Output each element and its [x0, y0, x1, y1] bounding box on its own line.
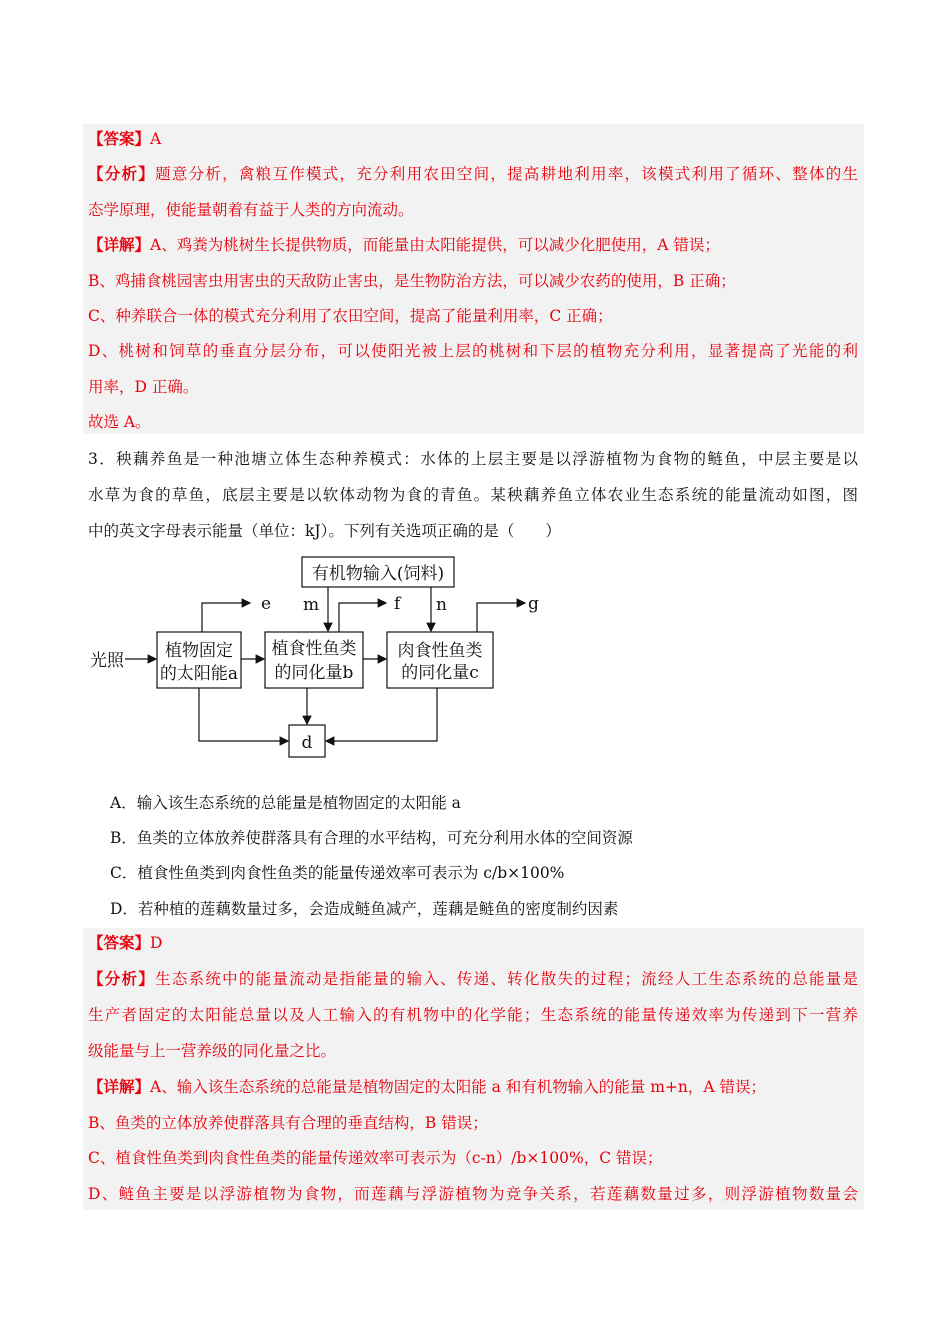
n-label: n — [436, 595, 447, 615]
answer-line-1 — [88, 129, 161, 149]
analysis-2-line-2: 生产者固定的太阳能总量以及人工输入的有机物中的化学能；生态系统的能量传递效率为传递到下一营养 — [88, 1006, 858, 1024]
detail-tag: 【详解】 — [88, 235, 151, 254]
analysis-tag: 【分析】 — [88, 164, 156, 183]
detail-line-5: 用率，D 正确。 — [88, 378, 199, 396]
option-a: A．输入该生态系统的总能量是植物固定的太阳能 a — [110, 794, 461, 812]
analysis-2-tag: 【分析】 — [88, 969, 156, 988]
answer-2-line — [88, 933, 162, 953]
analysis-line-1 — [88, 164, 858, 184]
detail-2-tag: 【详解】 — [88, 1077, 151, 1096]
question-3-line-2: 水草为食的草鱼，底层主要是以软体动物为食的青鱼。某秧藕养鱼立体农业生态系统的能量流动如图，图 — [88, 486, 858, 504]
energy-flow-diagram — [85, 552, 555, 762]
detail-2-line-3: C、植食性鱼类到肉食性鱼类的能量传递效率可表示为（c-n）/b×100%，C 错误； — [88, 1149, 663, 1167]
detail-text: A、鸡粪为桃树生长提供物质，而能量由太阳能提供，可以减少化肥使用，A 错误； — [150, 236, 720, 254]
option-c: C．植食性鱼类到肉食性鱼类的能量传递效率可表示为 c/b×100% — [110, 864, 565, 882]
d-label: d — [301, 733, 313, 753]
answer-tag: 【答案】 — [88, 129, 151, 148]
detail-line-2: B、鸡捕食桃园害虫用害虫的天敌防止害虫，是生物防治方法，可以减少农药的使用，B 正确； — [88, 272, 736, 290]
g-label: g — [528, 594, 539, 614]
answer-2-tag: 【答案】 — [88, 933, 151, 952]
detail-2-line-2: B、鱼类的立体放养使群落具有合理的垂直结构，B 错误； — [88, 1114, 488, 1132]
plant-label-1: 植物固定 — [165, 641, 233, 661]
g-arrow — [477, 603, 525, 632]
plant-to-d-arrow — [199, 688, 288, 741]
detail-2-text: A、输入该生态系统的总能量是植物固定的太阳能 a 和有机物输入的能量 m+n，A 错误； — [150, 1078, 767, 1096]
detail-line-3: C、种养联合一体的模式充分利用了农田空间，提高了能量利用率，C 正确； — [88, 307, 613, 325]
light-label: 光照 — [90, 651, 124, 671]
f-label: f — [394, 594, 401, 614]
analysis-2-text: 生态系统中的能量流动是指能量的输入、传递、转化散失的过程；流经人工生态系统的总能量是 — [155, 970, 858, 988]
m-label: m — [303, 595, 320, 615]
feed-input-label: 有机物输入(饲料) — [311, 564, 445, 584]
option-b: B．鱼类的立体放养使群落具有合理的水平结构，可充分利用水体的空间资源 — [110, 829, 633, 847]
answer-2-value: D — [150, 934, 163, 952]
question-3-line-3: 中的英文字母表示能量（单位：kJ）。下列有关选项正确的是（ ） — [88, 522, 561, 540]
analysis-2-line-1 — [88, 969, 858, 989]
herbivore-label-1: 植食性鱼类 — [271, 639, 357, 659]
analysis-line-2: 态学原理，使能量朝着有益于人类的方向流动。 — [88, 201, 414, 219]
e-label: e — [261, 594, 272, 614]
herbivore-label-2: 的同化量b — [274, 663, 354, 683]
analysis-2-line-3: 级能量与上一营养级的同化量之比。 — [88, 1042, 337, 1060]
e-arrow — [202, 603, 250, 632]
answer-value: A — [150, 130, 162, 148]
option-d: D．若种植的莲藕数量过多，会造成鲢鱼减产，莲藕是鲢鱼的密度制约因素 — [110, 900, 619, 918]
plant-label-2: 的太阳能a — [159, 664, 239, 684]
carnivore-label-1: 肉食性鱼类 — [397, 641, 483, 661]
conclusion-line: 故选 A。 — [88, 413, 151, 431]
detail-line-4: D、桃树和饲草的垂直分层分布，可以使阳光被上层的桃树和下层的植物充分利用，显著提高了光能的利 — [88, 342, 858, 360]
question-3-line-1: 3．秧藕养鱼是一种池塘立体生态种养模式：水体的上层主要是以浮游植物为食物的鲢鱼，中层主要是以 — [88, 450, 858, 468]
f-arrow — [339, 603, 386, 632]
carnivore-label-2: 的同化量c — [401, 663, 479, 683]
detail-2-line-4: D、鲢鱼主要是以浮游植物为食物，而莲藕与浮游植物为竞争关系，若莲藕数量过多，则浮游植物数量会 — [88, 1185, 858, 1203]
detail-line-1 — [88, 235, 720, 255]
detail-2-line-1 — [88, 1077, 766, 1097]
analysis-text: 题意分析，禽粮互作模式，充分利用农田空间，提高耕地利用率，该模式利用了循环、整体的生 — [155, 165, 858, 183]
carnivore-to-d-arrow — [326, 688, 437, 741]
